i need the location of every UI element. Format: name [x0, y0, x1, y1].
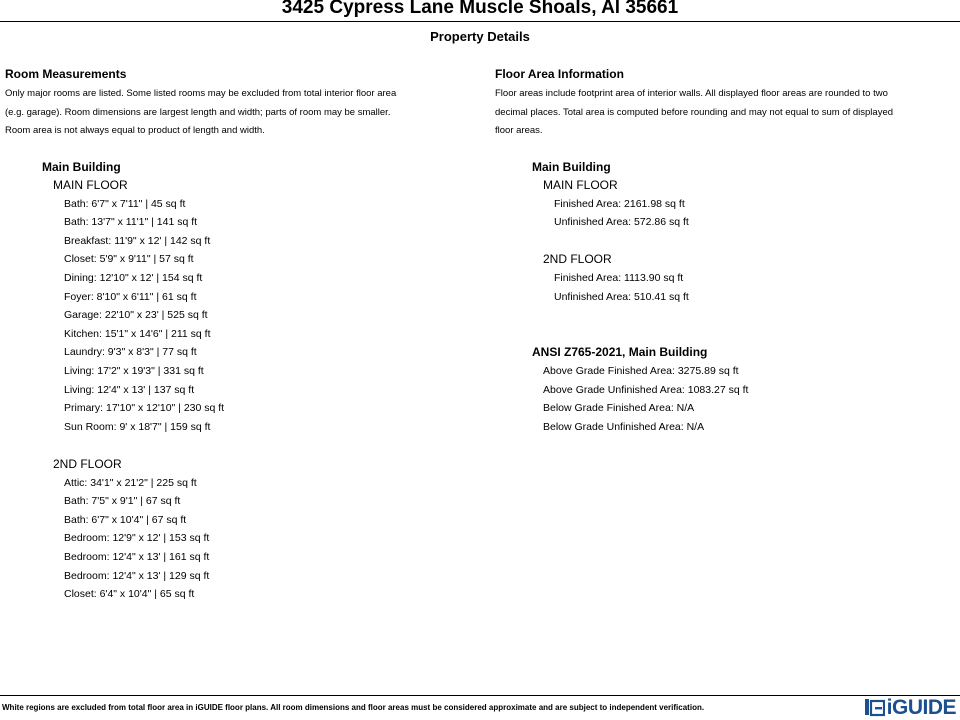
description-line: Room area is not always equal to product of length and width.: [5, 125, 265, 136]
ansi-title: ANSI Z765-2021, Main Building: [532, 345, 708, 360]
spacer: [495, 306, 960, 325]
room-item: Sun Room: 9' x 18'7" | 159 sq ft: [64, 420, 211, 433]
area-item: Finished Area: 1113.90 sq ft: [554, 272, 684, 285]
room-item: Bedroom: 12'4" x 13' | 161 sq ft: [64, 550, 210, 563]
ansi-item: Above Grade Finished Area: 3275.89 sq ft: [543, 365, 739, 378]
room-item: Bath: 7'5" x 9'1" | 67 sq ft: [64, 495, 181, 508]
room-item: Bath: 6'7" x 7'11" | 45 sq ft: [64, 197, 186, 210]
spacer: [495, 232, 960, 251]
room-item: Kitchen: 15'1" x 14'6" | 211 sq ft: [64, 327, 211, 340]
room-list: [5, 158, 485, 604]
iguide-logo-icon: [865, 699, 885, 717]
room-measurements-section: [5, 66, 485, 604]
floor-area-description: [495, 85, 960, 141]
floor-area-section: [495, 66, 960, 436]
spacer: [5, 436, 485, 455]
page-subtitle: Property Details: [430, 29, 530, 44]
floor-label: MAIN FLOOR: [53, 178, 128, 193]
floor-label: 2ND FLOOR: [53, 457, 122, 471]
description-line: floor areas.: [495, 125, 543, 136]
room-item: Garage: 22'10" x 23' | 525 sq ft: [64, 309, 208, 322]
room-item: Bedroom: 12'4" x 13' | 129 sq ft: [64, 569, 210, 582]
room-item: Closet: 5'9" x 9'11" | 57 sq ft: [64, 253, 194, 266]
spacer: [495, 325, 960, 344]
floor-label: 2ND FLOOR: [543, 252, 612, 267]
ansi-item: Below Grade Finished Area: N/A: [543, 402, 695, 415]
room-item: Dining: 12'10" x 12' | 154 sq ft: [64, 272, 203, 285]
room-item: Laundry: 9'3" x 8'3" | 77 sq ft: [64, 346, 197, 359]
building-title: Main Building: [532, 159, 611, 174]
description-line: decimal places. Total area is computed before rounding and may not equal to sum of displayed: [495, 106, 894, 118]
area-item: Unfinished Area: 510.41 sq ft: [554, 290, 689, 303]
area-item: Finished Area: 2161.98 sq ft: [554, 197, 685, 210]
area-item: Unfinished Area: 572.86 sq ft: [554, 216, 689, 229]
room-item: Attic: 34'1" x 21'2" | 225 sq ft: [64, 476, 197, 489]
room-item: Foyer: 8'10" x 6'11" | 61 sq ft: [64, 290, 197, 303]
brand-name: iGUIDE: [886, 696, 956, 719]
room-item: Bath: 6'7" x 10'4" | 67 sq ft: [64, 513, 187, 526]
room-item: Bedroom: 12'9" x 12' | 153 sq ft: [64, 532, 210, 545]
description-line: Only major rooms are listed. Some listed rooms may be excluded from total interior floor area: [5, 88, 397, 99]
ansi-item: Below Grade Unfinished Area: N/A: [543, 420, 705, 433]
brand-logo: [865, 696, 956, 720]
page-title: 3425 Cypress Lane Muscle Shoals, Al 35661: [281, 0, 679, 18]
floor-area-title: Floor Area Information: [495, 67, 624, 81]
room-item: Closet: 6'4" x 10'4" | 65 sq ft: [64, 588, 195, 601]
floor-area-list: [495, 158, 960, 437]
room-item: Primary: 17'10" x 12'10" | 230 sq ft: [64, 402, 225, 415]
room-item: Breakfast: 11'9" x 12' | 142 sq ft: [64, 234, 211, 247]
room-measurements-title: Room Measurements: [5, 67, 127, 81]
building-title: Main Building: [42, 159, 121, 174]
footer-disclaimer: White regions are excluded from total floor area in iGUIDE floor plans. All room dimensions and floor areas must be considered approximate and are subject to independent verification.: [2, 703, 705, 712]
description-line: Floor areas include footprint area of interior walls. All displayed floor areas are rounded to two: [495, 88, 888, 99]
floor-label: MAIN FLOOR: [543, 178, 618, 193]
room-item: Bath: 13'7" x 11'1" | 141 sq ft: [64, 216, 198, 229]
room-item: Living: 17'2" x 19'3" | 331 sq ft: [64, 365, 204, 378]
title-divider: [0, 21, 960, 22]
room-item: Living: 12'4" x 13' | 137 sq ft: [64, 383, 195, 396]
footer-divider: [0, 695, 960, 696]
description-line: (e.g. garage). Room dimensions are largest length and width; parts of room may be smaller.: [5, 106, 391, 118]
room-measurements-description: [5, 85, 485, 141]
ansi-item: Above Grade Unfinished Area: 1083.27 sq ft: [543, 383, 749, 396]
